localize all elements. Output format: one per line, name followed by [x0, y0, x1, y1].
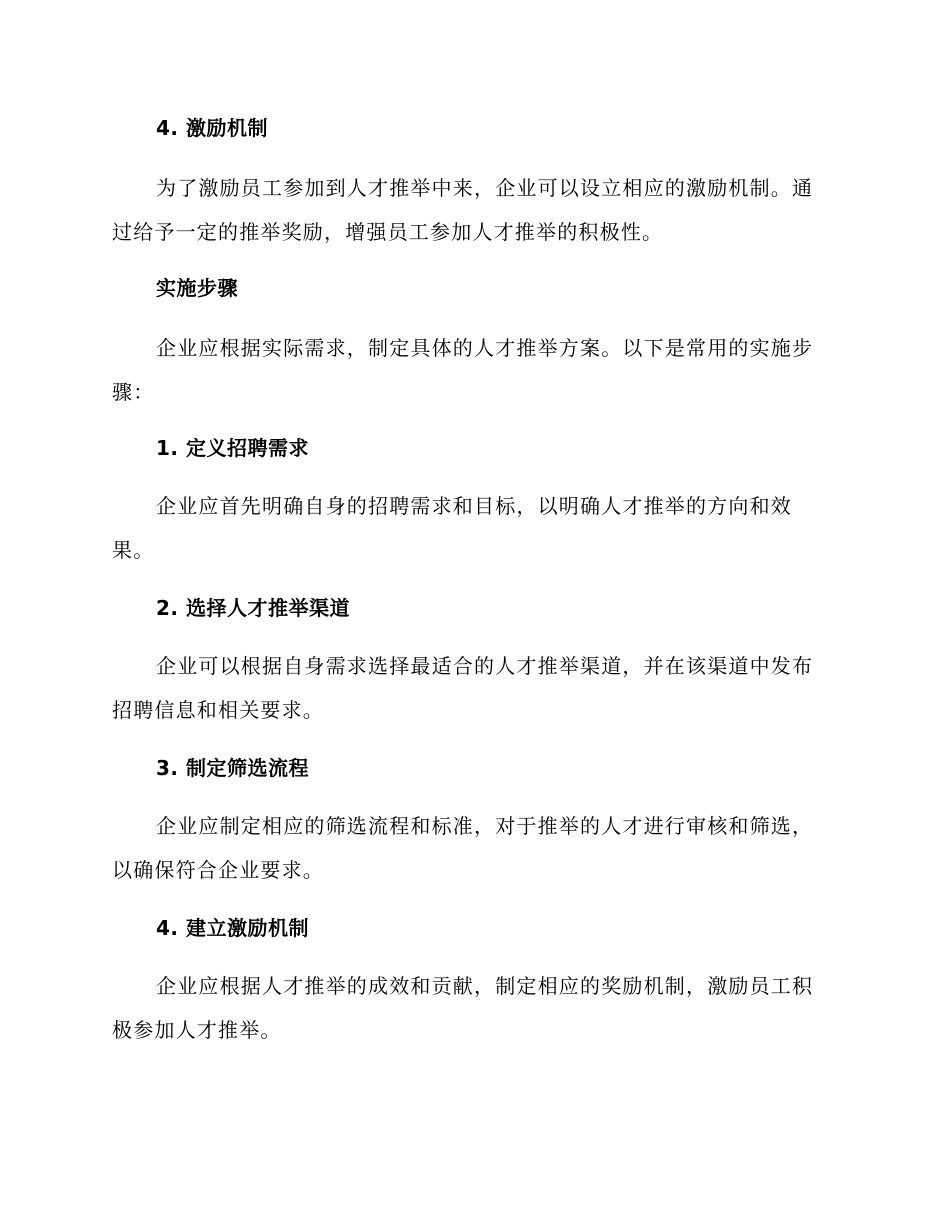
section-paragraph-choose-channel: 企业可以根据自身需求选择最适合的人才推举渠道，并在该渠道中发布招聘信息和相关要求。	[112, 654, 814, 722]
section-paragraph-define-needs: 企业应首先明确自身的招聘需求和目标，以明确人才推举的方向和效果。	[112, 494, 792, 562]
section-heading-define-needs: 1. 定义招聘需求	[156, 436, 309, 460]
section-heading-build-incentive: 4. 建立激励机制	[156, 916, 309, 940]
section-heading-implementation-steps: 实施步骤	[156, 276, 238, 300]
section-heading-incentive: 4. 激励机制	[156, 116, 268, 140]
section-heading-choose-channel: 2. 选择人才推举渠道	[156, 596, 350, 620]
section-paragraph-incentive: 为了激励员工参加到人才推举中来，企业可以设立相应的激励机制。通过给予一定的推举奖励，增强员工参加人才推举的积极性。	[112, 176, 814, 244]
section-paragraph-screening-process: 企业应制定相应的筛选流程和标准，对于推举的人才进行审核和筛选，以确保符合企业要求。	[112, 814, 814, 882]
section-paragraph-build-incentive: 企业应根据人才推举的成效和贡献，制定相应的奖励机制，激励员工积极参加人才推举。	[112, 974, 814, 1042]
section-heading-screening-process: 3. 制定筛选流程	[156, 756, 309, 780]
section-paragraph-implementation-steps: 企业应根据实际需求，制定具体的人才推举方案。以下是常用的实施步骤：	[112, 336, 814, 404]
